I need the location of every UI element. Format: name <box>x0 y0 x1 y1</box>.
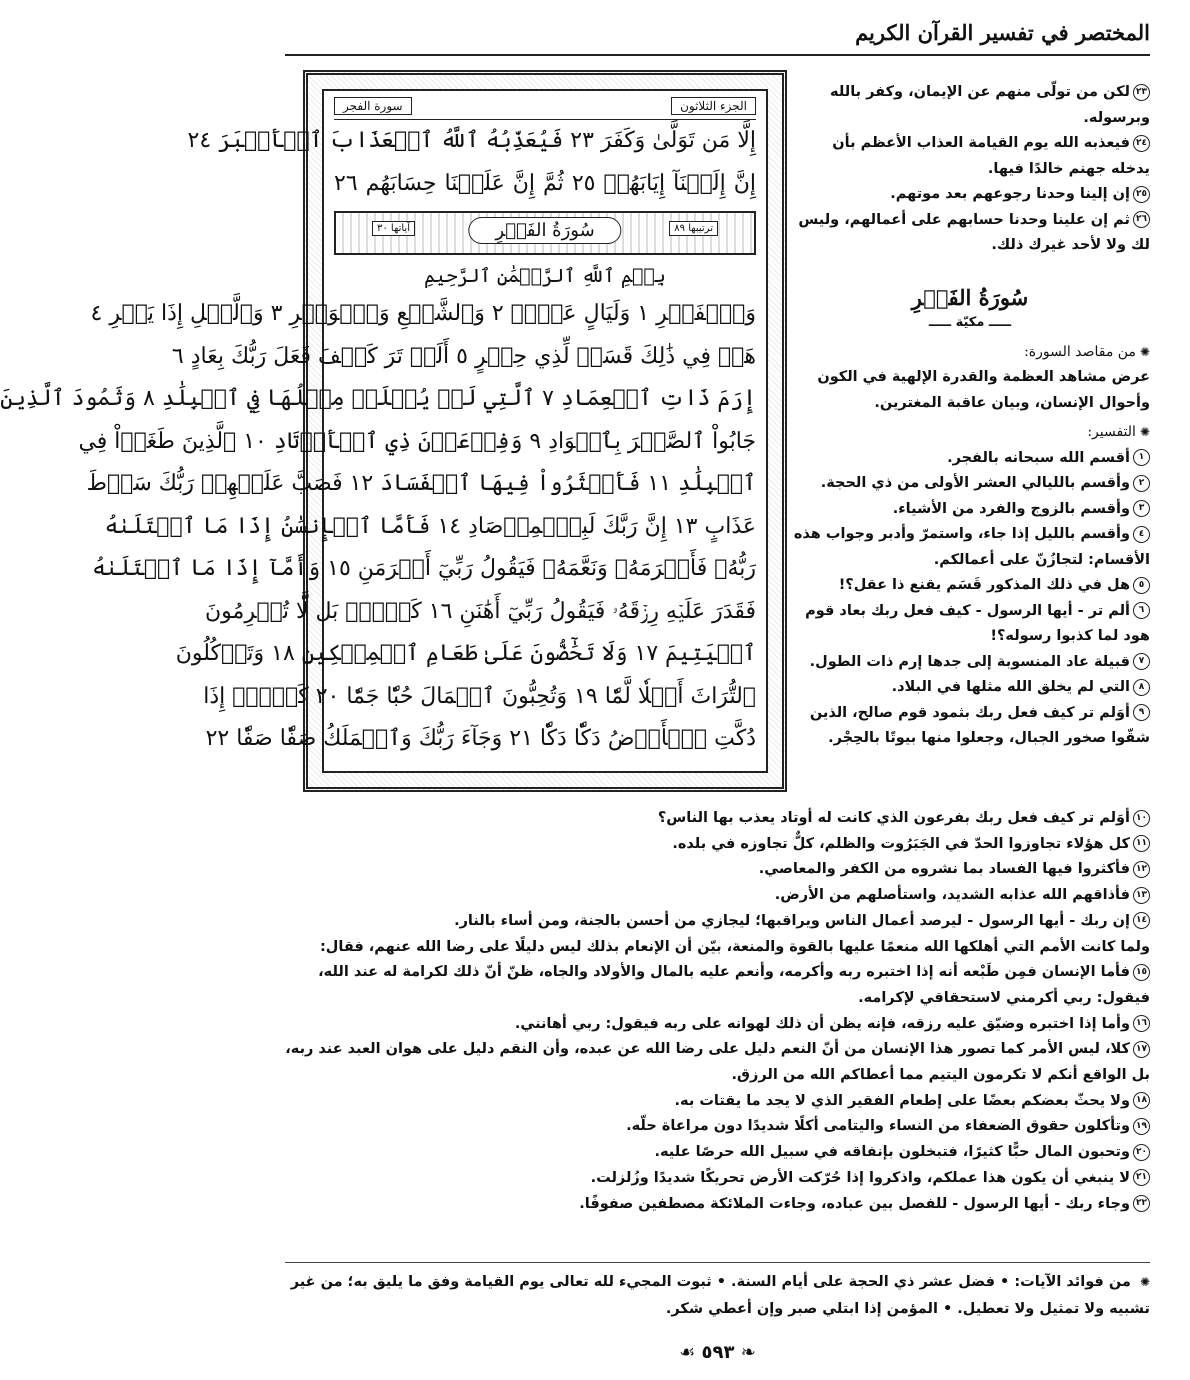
tafsir-full-width <box>285 806 1150 1217</box>
tafsir-text: إن ربك - أيها الرسول - ليرصد أعمال الناس ويراقبها؛ ليجازي من أحسن بالجنة، ومن أساء بالنار. <box>454 912 1130 929</box>
tafsir-right-column <box>790 80 1150 752</box>
tafsir-item <box>790 131 1150 182</box>
makkiya-label: ـــــ مكيّة ـــــ <box>928 315 1012 330</box>
surah-order-badge: ترتيبها ٨٩ <box>669 221 718 236</box>
tafsir-text: أقسم الله سبحانه بالفجر. <box>947 449 1130 466</box>
benefits-text: • فضل عشر ذي الحجة على أيام السنة. • ثبوت المجيء لله تعالى يوم القيامة وفق ما يليق به؛ من غير تشبيه ولا تمثيل ولا تعطيل. • المؤمن إذا ابتلي صبر وإن أعطي شكر. <box>290 1274 1150 1317</box>
ayah-number: ١٩ <box>1133 1118 1150 1135</box>
ayah-number: ١٦ <box>1133 1015 1150 1032</box>
juz-label: الجزء الثلاثون <box>671 97 756 115</box>
ayah-number: ١٧ <box>1133 1041 1150 1058</box>
quran-line: رَبُّهُۥ فَأَكۡرَمَهُۥ وَنَعَّمَهُۥ فَيَقُولُ رَبِّيٓ أَكۡرَمَنِ ١٥ وَأَمَّآ إِذَا مَا ٱبۡتَلَىٰهُ <box>92 556 756 581</box>
basmala: بِسۡمِ ٱللَّهِ ٱلرَّحۡمَٰنِ ٱلرَّحِيمِ <box>424 265 666 287</box>
tafsir-text: فيعذبه الله يوم القيامة العذاب الأعظم بأن يدخله جهنم خالدًا فيها. <box>832 135 1150 177</box>
ayah-number: ١٣ <box>1133 887 1150 904</box>
tafsir-text: وأقسم بالليل إذا جاء، واستمرّ وأدبر وجواب هذه الأقسام: لتجازُنّ على أعمالكم. <box>793 526 1150 568</box>
quran-header <box>334 97 756 120</box>
tafsir-item <box>285 806 1150 832</box>
ayah-number: ٢١ <box>1133 1169 1150 1186</box>
surah-label: سورة الفجر <box>334 97 412 115</box>
page-number-text: ٥٩٣ <box>701 1342 735 1363</box>
tafsir-text: وتحبون المال حبًّا كثيرًا، فتبخلون بإنفاقه في سبيل الله حرصًا عليه. <box>654 1144 1130 1161</box>
tafsir-item <box>790 446 1150 472</box>
benefits-heading: من فوائد الآيات: <box>1014 1274 1131 1290</box>
tafsir-text: ثم إن علينا وحدنا حسابهم على أعمالهم، وليس لك ولا لأحد غيرك ذلك. <box>798 211 1150 253</box>
tafsir-text: لا ينبغي أن يكون هذا عملكم، واذكروا إذا حُرّكت الأرض تحريكًا شديدًا وزُلزلت. <box>590 1169 1130 1186</box>
quran-line: ٱلۡيَتِيمَ ١٧ وَلَا تَحَٰٓضُّونَ عَلَىٰ طَعَامِ ٱلۡمِسۡكِينِ ١٨ وَتَأۡكُلُونَ <box>175 641 756 666</box>
tafsir-text: ألم تر - أيها الرسول - كيف فعل ربك بعاد قوم هود لما كذبوا رسوله؟! <box>805 602 1150 644</box>
quran-line: جَابُواْ ٱلصَّخۡرَ بِٱلۡوَادِ ٩ وَفِرۡعَوۡنَ ذِي ٱلۡأَوۡتَادِ ١٠ ٱلَّذِينَ طَغَوۡاْ فِي <box>78 428 756 454</box>
tafsir-item <box>285 832 1150 858</box>
quran-line: إِرَمَ ذَاتِ ٱلۡعِمَادِ ٧ ٱلَّتِي لَمۡ يُخۡلَقۡ مِثۡلُهَا فِي ٱلۡبِلَٰدِ ٨ وَثَمُودَ ٱلَّذِينَ <box>0 386 756 411</box>
tafsir-item <box>790 497 1150 523</box>
ayah-number: ٧ <box>1133 653 1150 670</box>
quran-line: وَٱلۡفَجۡرِ ١ وَلَيَالٍ عَشۡرٖ ٢ وَٱلشَّفۡعِ وَٱلۡوَتۡرِ ٣ وَٱلَّيۡلِ إِذَا يَسۡرِ ٤ <box>90 301 756 326</box>
page-number <box>245 1342 1190 1363</box>
ayah-number: ١١ <box>1133 835 1150 852</box>
ayah-number: ٨ <box>1133 679 1150 696</box>
tafsir-item <box>790 522 1150 573</box>
tafsir-item <box>285 1166 1150 1192</box>
ayah-number: ٥ <box>1133 577 1150 594</box>
tafsir-heading <box>790 420 1150 446</box>
tafsir-text: أوَلم تر كيف فعل ربك بفرعون الذي كانت له أوتاد يعذب بها الناس؟ <box>657 810 1130 826</box>
tafsir-item <box>285 1012 1150 1038</box>
tafsir-text: وتأكلون حقوق الضعفاء من النساء واليتامى أكلًا شديدًا دون مراعاة حلّه. <box>626 1118 1130 1135</box>
tafsir-item <box>285 883 1150 909</box>
star-icon: ✺ <box>1139 1275 1150 1289</box>
tafsir-text: لكن من تولّى منهم عن الإيمان، وكفر بالله وبرسوله. <box>830 84 1150 126</box>
quran-line: دُكَّتِ ٱلۡأَرۡضُ دَكّٗا دَكّٗا ٢١ وَجَآءَ رَبُّكَ وَٱلۡمَلَكُ صَفّٗا صَفّٗا ٢٢ <box>205 726 756 751</box>
quran-line: إِنَّ إِلَيۡنَآ إِيَابَهُمۡ ٢٥ ثُمَّ إِنَّ عَلَيۡنَا حِسَابَهُم ٢٦ <box>334 170 756 196</box>
tafsir-text: ولا يحثّ بعضكم بعضًا على إطعام الفقير الذي لا يجد ما يقتات به. <box>674 1092 1130 1109</box>
tafsir-text: كلا، ليس الأمر كما تصور هذا الإنسان من أنّ النعم دليل على رضا الله عن عبده، وأن النقم دليل على هوان العبد عند ربه، بل الواقع أنكم لا تكرمون اليتيم مما أعطاكم الله من الرزق. <box>285 1041 1150 1084</box>
quran-line: عَذَابٍ ١٣ إِنَّ رَبَّكَ لَبِٱلۡمِرۡصَادِ ١٤ فَأَمَّا ٱلۡإِنسَٰنُ إِذَا مَا ٱبۡتَلَىٰهُ <box>104 513 756 539</box>
ayah-number: ٩ <box>1133 704 1150 721</box>
tafsir-item <box>790 471 1150 497</box>
benefits-section <box>285 1262 1150 1323</box>
tafsir-item <box>285 960 1150 1011</box>
ayah-number: ١ <box>1133 449 1150 466</box>
tafsir-text: كل هؤلاء تجاوزوا الحدّ في الجَبَرُوت والظلم، كلٌّ تجاوزه في بلده. <box>672 835 1130 852</box>
quran-line: فَقَدَرَ عَلَيۡهِ رِزۡقَهُۥ فَيَقُولُ رَبِّيٓ أَهَٰنَنِ ١٦ كَلَّاۖ بَل لَّا تُكۡرِمُونَ <box>205 598 756 624</box>
tafsir-text: فأذاقهم الله عذابه الشديد، واستأصلهم من الأرض. <box>774 887 1130 904</box>
tafsir-item <box>285 1114 1150 1140</box>
tafsir-text: أوَلم تر كيف فعل ربك بثمود قوم صالح، الذين شقّوا صخور الجبال، وجعلوا منها بيوتًا بالحِجْر. <box>809 704 1150 746</box>
ayah-number: ١٥ <box>1133 964 1150 981</box>
surah-banner <box>334 211 756 255</box>
tafsir-item <box>790 80 1150 131</box>
star-icon: ✺ <box>1139 344 1150 359</box>
quran-line: إِلَّا مَن تَوَلَّىٰ وَكَفَرَ ٢٣ فَيُعَذِّبُهُ ٱللَّهُ ٱلۡعَذَابَ ٱلۡأَكۡبَرَ ٢٤ <box>187 128 756 153</box>
tafsir-item <box>790 675 1150 701</box>
surah-ayat-badge: آياتها ٣٠ <box>372 221 415 236</box>
tafsir-text: وأما إذا اختبره وضيّق عليه رزقه، فإنه يظن أن ذلك لهوانه على ربه فيقول: ربي أهانني. <box>514 1015 1130 1032</box>
tafsir-item <box>285 1037 1150 1088</box>
ayah-number: ٢٥ <box>1133 186 1150 203</box>
page-header <box>285 14 1150 56</box>
tafsir-item <box>790 650 1150 676</box>
tafsir-item <box>285 1192 1150 1218</box>
ayah-number: ١٠ <box>1133 810 1150 827</box>
star-icon: ✺ <box>1139 425 1150 439</box>
ayah-number: ١٨ <box>1133 1092 1150 1109</box>
tafsir-text: هل في ذلك المذكور قَسَم يقنع ذا عقل؟! <box>838 577 1130 593</box>
surah-title: سُورَةُ الفَجۡرِ <box>911 284 1029 310</box>
quran-line: ٱلۡبِلَٰدِ ١١ فَأَكۡثَرُواْ فِيهَا ٱلۡفَسَادَ ١٢ فَصَبَّ عَلَيۡهِمۡ رَبُّكَ سَوۡطَ <box>86 471 756 496</box>
tafsir-item <box>790 208 1150 259</box>
quran-line: هَلۡ فِي ذَٰلِكَ قَسَمٞ لِّذِي حِجۡرٍ ٥ أَلَمۡ تَرَ كَيۡفَ فَعَلَ رَبُّكَ بِعَادٍ ٦ <box>171 343 756 369</box>
book-title: المختصر في تفسير القرآن الكريم <box>855 20 1150 45</box>
ayah-number: ٦ <box>1133 602 1150 619</box>
quran-text-panel <box>0 89 768 773</box>
ayah-number: ٢٠ <box>1133 1144 1150 1161</box>
tafsir-item <box>285 909 1150 935</box>
ayah-number: ٢٢ <box>1133 1195 1150 1212</box>
tafsir-item <box>285 857 1150 883</box>
tafsir-text: قبيلة عاد المنسوبة إلى جدها إرم ذات الطول. <box>809 653 1130 670</box>
tafsir-text: فأكثروا فيها الفساد بما نشروه من الكفر والمعاصي. <box>758 861 1130 878</box>
maqasid-heading <box>790 340 1150 366</box>
tafsir-text: التي لم يخلق الله مثلها في البلاد. <box>891 679 1130 695</box>
tafsir-text: وجاء ربك - أيها الرسول - للفصل بين عباده، وجاءت الملائكة مصطفين صفوفًا. <box>579 1195 1130 1212</box>
tafsir-item <box>285 1089 1150 1115</box>
tafsir-item <box>790 182 1150 208</box>
ayah-number: ٢٤ <box>1133 135 1150 152</box>
tafsir-bridge <box>285 935 1150 961</box>
ayah-number: ١٤ <box>1133 912 1150 929</box>
quran-frame <box>0 70 787 792</box>
tafsir-item <box>790 573 1150 599</box>
tafsir-text: وأقسم بالزوج والفرد من الأشياء. <box>892 500 1130 517</box>
tafsir-text: ولما كانت الأمم التي أهلكها الله منعمًا عليها بالقوة والمنعة، بيّن أن الإنعام بذلك ليس دليلًا على رضا الله عنهم، فقال: <box>320 938 1150 955</box>
ayah-number: ٢ <box>1133 475 1150 492</box>
ornament-icon: ☙ <box>679 1342 702 1363</box>
ayah-number: ٤ <box>1133 526 1150 543</box>
tafsir-text: وأقسم بالليالي العشر الأولى من ذي الحجة. <box>820 475 1130 491</box>
ayah-number: ٢٣ <box>1133 84 1150 101</box>
tafsir-item <box>790 599 1150 650</box>
maqasid-heading-text: من مقاصد السورة: <box>1024 343 1136 360</box>
benefits-paragraph <box>285 1269 1150 1323</box>
ayah-number: ٢٦ <box>1133 211 1150 228</box>
ayah-number: ١٢ <box>1133 861 1150 878</box>
tafsir-heading-text: التفسير: <box>1087 424 1136 440</box>
surah-banner-name: سُورَةُ الفَجۡرِ <box>468 217 621 244</box>
ornament-icon: ❧ <box>734 1342 756 1363</box>
quran-line: ٱلتُّرَاثَ أَكۡلٗا لَّمّٗا ١٩ وَتُحِبُّونَ ٱلۡمَالَ حُبّٗا جَمّٗا ٢٠ كَلَّآۖ إِذَا <box>203 683 756 709</box>
tafsir-item <box>285 1140 1150 1166</box>
tafsir-text: فأما الإنسان فمِن طَبْعه أنه إذا اختبره ربه وأكرمه، وأنعم عليه بالمال والأولاد والجاه، ظنّ أنّ ذلك لكرامة له عند الله، فيقول: ربي أكرمني لاستحقاقي لإكرامه. <box>318 964 1150 1006</box>
tafsir-text: إن إلينا وحدنا رجوعهم بعد موتهم. <box>890 186 1130 202</box>
ayah-number: ٣ <box>1133 500 1150 517</box>
tafsir-item <box>790 701 1150 752</box>
maqasid-text: عرض مشاهد العظمة والقدرة الإلهية في الكون وأحوال الإنسان، وبيان عاقبة المغترين. <box>817 369 1150 411</box>
